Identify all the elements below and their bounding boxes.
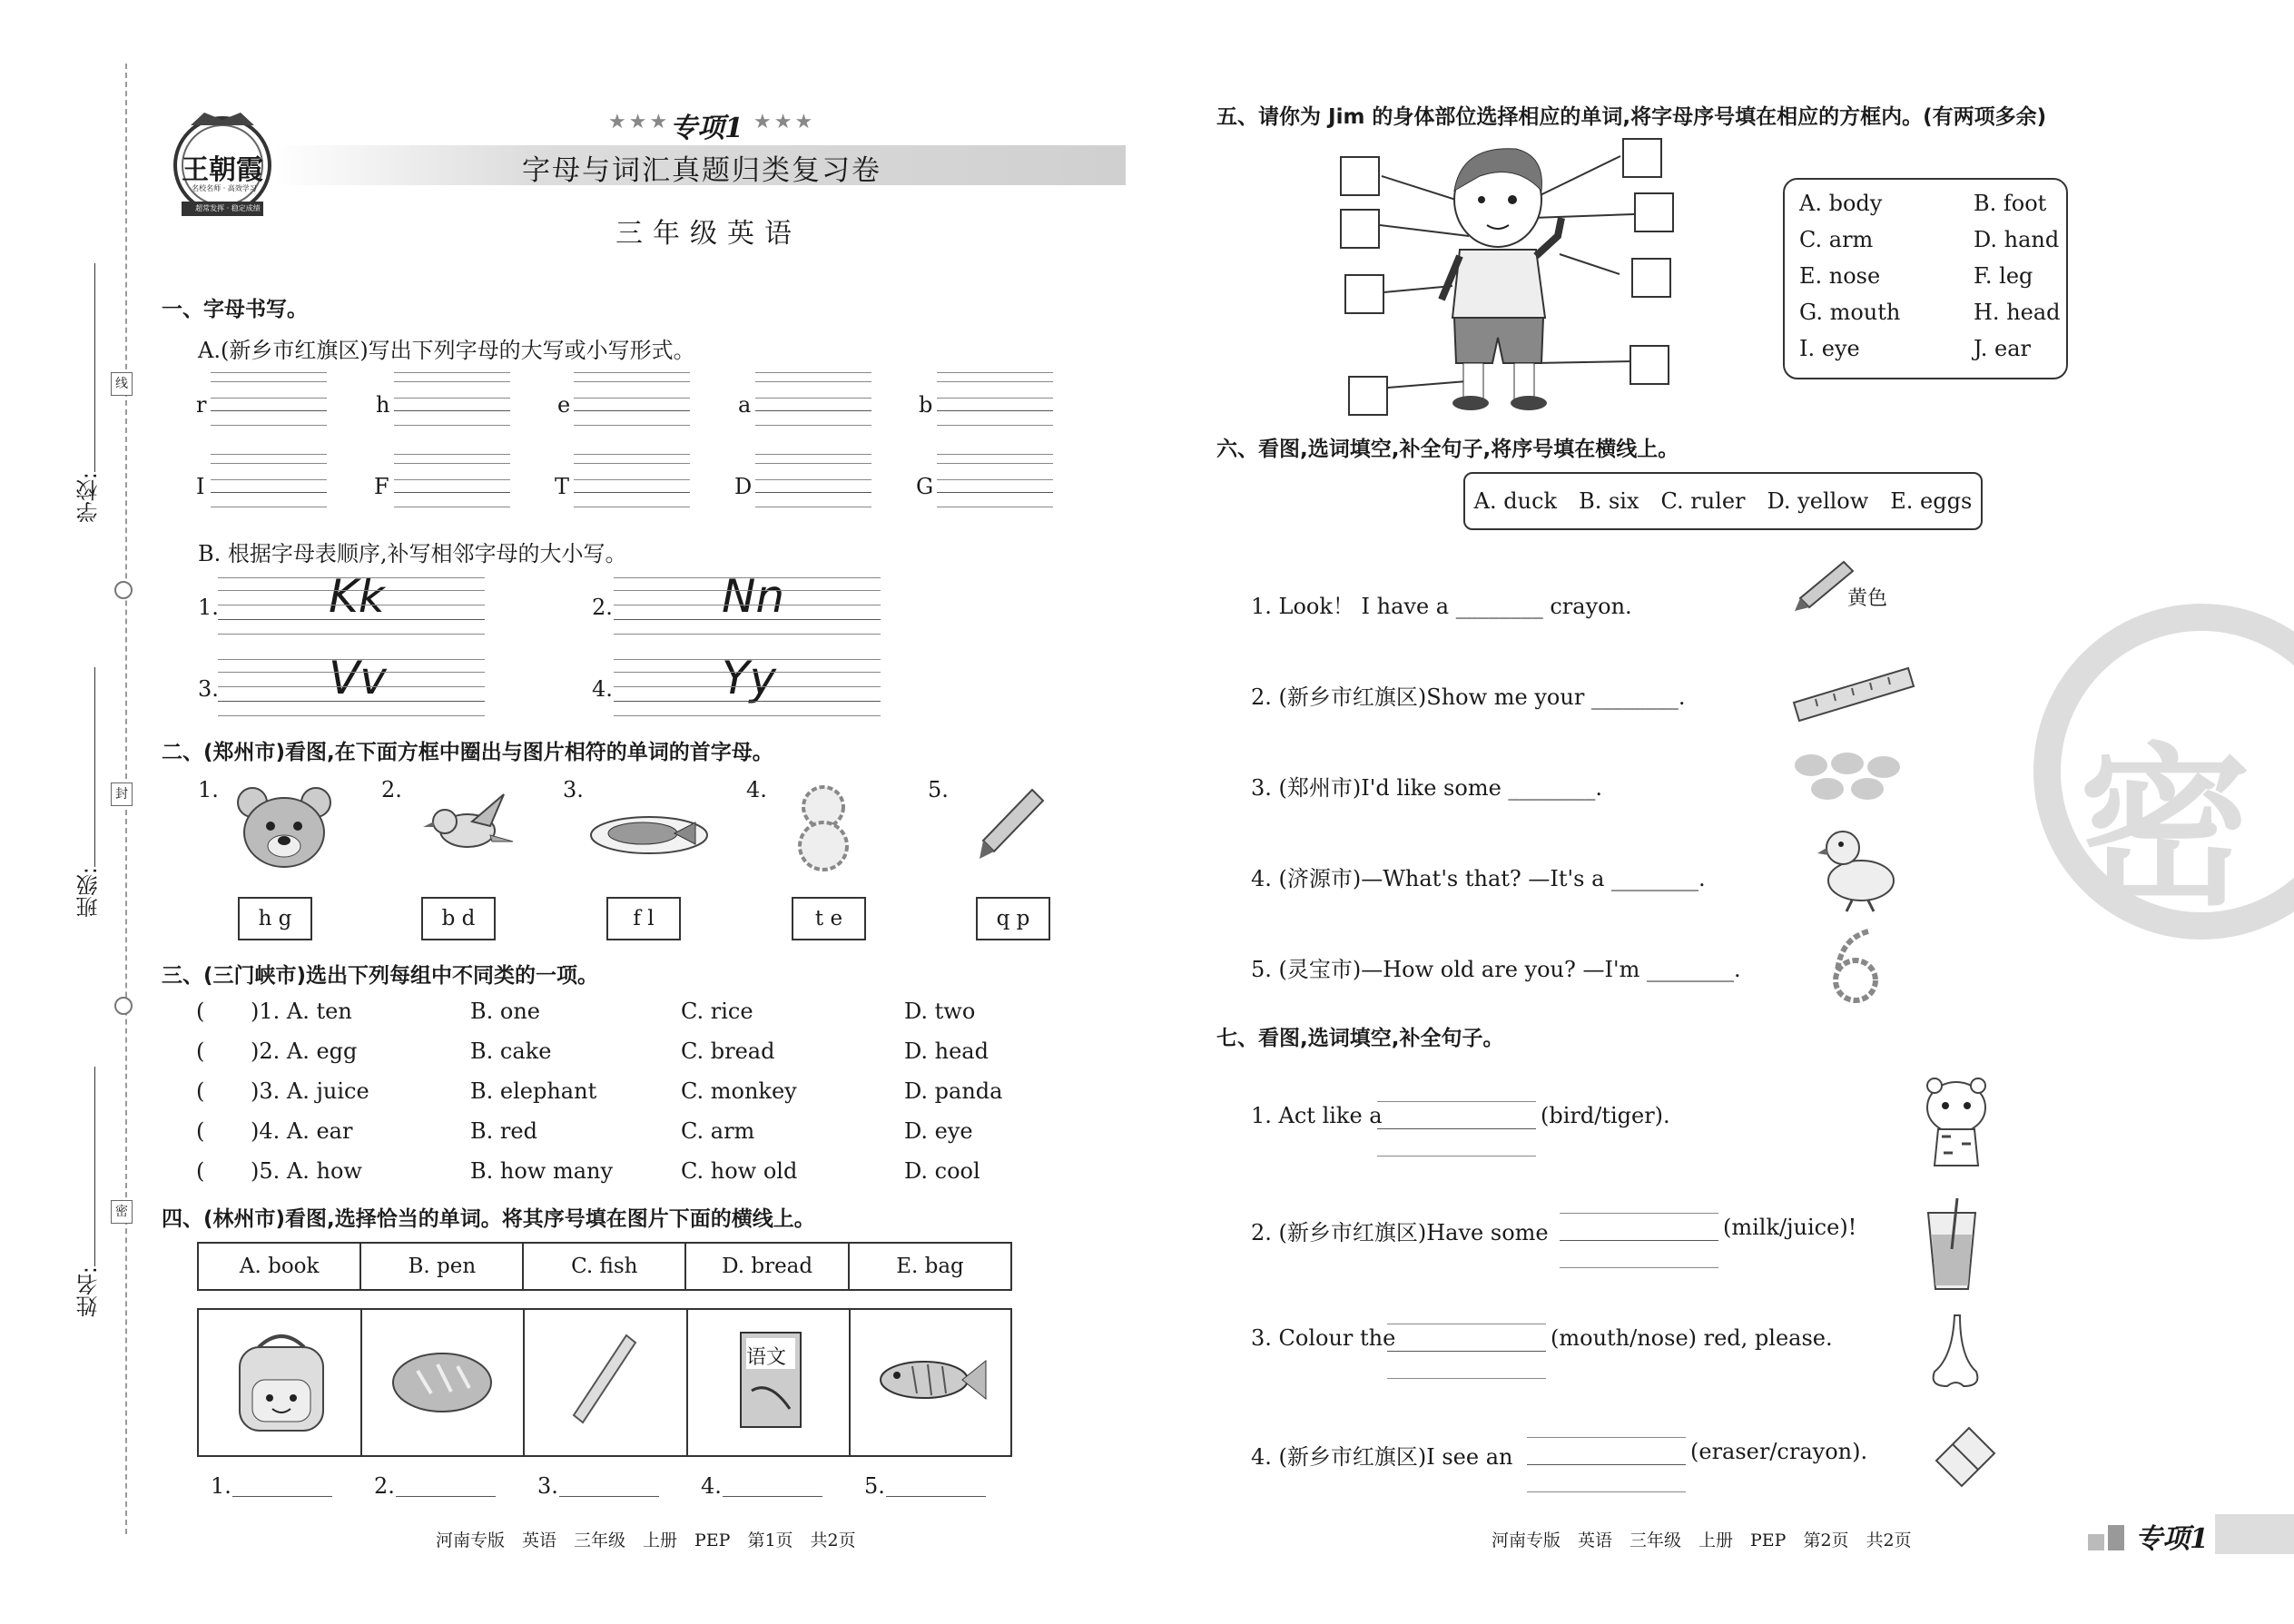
writing-line xyxy=(394,372,510,373)
answer-paren[interactable]: ( xyxy=(196,1158,205,1184)
writing-line[interactable] xyxy=(755,492,871,493)
section-2-title: 二、(郑州市)看图,在下面方框中圈出与图片相符的单词的首字母。 xyxy=(162,741,773,764)
letter-prompt: F xyxy=(374,474,389,499)
writing-line xyxy=(218,634,485,635)
item-number: 3. xyxy=(563,777,584,802)
number-six-icon xyxy=(1823,920,1886,1011)
juice-glass-icon xyxy=(1915,1195,1988,1294)
answer-box[interactable] xyxy=(1634,192,1674,232)
eggs-icon xyxy=(1793,749,1911,803)
writing-line xyxy=(574,381,690,382)
schoolbag-icon xyxy=(227,1327,336,1436)
option-c: C. arm xyxy=(681,1118,755,1144)
option-c: C. monkey xyxy=(681,1078,797,1104)
writing-line xyxy=(937,479,1053,480)
sentence: 4. (济源市)—What's that? —It's a ________. xyxy=(1251,866,1706,891)
crayon-color-label: 黄色 xyxy=(1847,587,1888,610)
writing-line xyxy=(394,425,510,426)
logo-tag1: 名校名师 · 高效学习 xyxy=(192,184,257,192)
class-label: 班级: xyxy=(76,867,102,919)
writing-line[interactable] xyxy=(1387,1351,1546,1352)
body-part-option: E. nose xyxy=(1799,263,1881,289)
word-options-box: A. duck B. six C. ruler D. yellow E. eggs xyxy=(1463,472,1983,530)
writing-line xyxy=(755,381,871,382)
item-number: 3. xyxy=(537,1473,558,1499)
writing-line xyxy=(1527,1491,1686,1492)
writing-line xyxy=(614,715,881,716)
option-a: )1. A. ten xyxy=(251,999,352,1024)
writing-line xyxy=(614,686,881,687)
writing-line xyxy=(755,398,871,399)
letter-prompt: D xyxy=(734,474,753,499)
writing-line xyxy=(218,715,485,716)
corner-band xyxy=(2215,1514,2294,1554)
handwriting-letter: Vv xyxy=(329,652,387,704)
word-option: C. fish xyxy=(523,1243,685,1290)
writing-line xyxy=(394,398,510,399)
answer-blank[interactable] xyxy=(232,1496,332,1497)
answer-blank[interactable] xyxy=(723,1496,822,1497)
item-number: 1. xyxy=(198,777,219,802)
section-4-title: 四、(林州市)看图,选择恰当的单词。将其序号填在图片下面的横线上。 xyxy=(162,1207,815,1231)
option-b: B. one xyxy=(470,999,541,1024)
page-subtitle: 三年级英语 xyxy=(615,218,802,250)
writing-line xyxy=(614,672,881,673)
writing-line[interactable] xyxy=(574,492,690,493)
writing-line xyxy=(755,372,871,373)
pen-icon xyxy=(976,782,1049,864)
writing-line[interactable] xyxy=(574,410,690,411)
option-c: C. bread xyxy=(681,1038,775,1064)
writing-line xyxy=(218,686,485,687)
writing-line xyxy=(574,479,690,480)
sentence-end: (milk/juice)! xyxy=(1723,1215,1857,1240)
item-number: 3. xyxy=(198,676,219,702)
writing-line xyxy=(1387,1378,1546,1379)
answer-blank[interactable] xyxy=(559,1496,659,1497)
writing-line xyxy=(574,398,690,399)
seal-stamp-char: 密 xyxy=(2079,728,2252,929)
word-option: B. pen xyxy=(360,1243,523,1290)
writing-line xyxy=(937,372,1053,373)
writing-line xyxy=(211,425,327,426)
writing-line[interactable] xyxy=(614,701,881,702)
banner-stars-left: ★★★ xyxy=(608,111,671,133)
sentence-end: (bird/tiger). xyxy=(1541,1103,1670,1128)
item-number: 4. xyxy=(592,676,613,702)
corner-topic-label: 专项1 xyxy=(2135,1523,2209,1555)
writing-line xyxy=(211,479,327,480)
corner-block-icon xyxy=(2108,1525,2124,1550)
sentence-end: (eraser/crayon). xyxy=(1690,1439,1868,1464)
letter-prompt: r xyxy=(196,392,207,418)
seal-mark-line: 线 xyxy=(111,372,133,396)
option-b: B. elephant xyxy=(470,1078,597,1104)
writing-line xyxy=(614,634,881,635)
writing-line xyxy=(394,454,510,455)
writing-line xyxy=(614,577,881,578)
writing-line[interactable] xyxy=(394,492,510,493)
writing-line xyxy=(218,672,485,673)
writing-line[interactable] xyxy=(937,410,1053,411)
item-number: 1. xyxy=(198,595,219,620)
option-a: )5. A. how xyxy=(251,1158,362,1184)
number-eight-icon xyxy=(792,782,855,873)
school-field[interactable] xyxy=(94,263,95,472)
body-part-option: B. foot xyxy=(1974,191,2047,216)
letter-prompt: e xyxy=(557,392,571,418)
letter-prompt: T xyxy=(555,474,570,499)
answer-blank[interactable] xyxy=(886,1496,986,1497)
bird-icon xyxy=(418,785,517,867)
divider xyxy=(849,1308,851,1457)
bear-icon xyxy=(234,782,334,873)
sentence: 3. (郑州市)I'd like some ________. xyxy=(1251,775,1603,801)
option-b: B. red xyxy=(470,1118,537,1144)
answer-paren[interactable]: ( xyxy=(196,1078,205,1104)
banner-stars-right: ★★★ xyxy=(753,111,816,133)
item-number: 2. xyxy=(381,777,402,802)
writing-line[interactable] xyxy=(211,492,327,493)
duck-icon xyxy=(1816,815,1902,915)
item-number: 2. xyxy=(592,595,613,620)
ruler-icon xyxy=(1790,663,1917,726)
section-3-title: 三、(三门峡市)选出下列每组中不同类的一项。 xyxy=(162,964,599,988)
answer-box[interactable] xyxy=(1340,209,1380,249)
writing-line xyxy=(614,590,881,591)
word-options-table xyxy=(197,1242,1012,1291)
writing-line[interactable] xyxy=(614,619,881,620)
writing-line xyxy=(1377,1101,1536,1102)
option-d: D. two xyxy=(904,999,976,1024)
writing-line xyxy=(937,381,1053,382)
word-option: D. bread xyxy=(685,1243,849,1290)
writing-line xyxy=(937,425,1053,426)
corner-block-icon xyxy=(2088,1534,2104,1550)
sentence-end: (mouth/nose) red, please. xyxy=(1551,1325,1833,1351)
letter-choice-box[interactable]: f l xyxy=(606,897,681,940)
writing-line xyxy=(755,463,871,464)
writing-line xyxy=(211,372,327,373)
writing-line xyxy=(211,381,327,382)
option-c: C. rice xyxy=(681,999,753,1024)
writing-line[interactable] xyxy=(218,619,485,620)
writing-line xyxy=(211,454,327,455)
word-option: E. bag xyxy=(849,1243,1011,1290)
option-d: D. eye xyxy=(904,1118,973,1144)
answer-box[interactable] xyxy=(1629,345,1669,385)
body-part-option: G. mouth xyxy=(1799,300,1901,325)
letter-prompt: h xyxy=(376,392,390,418)
sentence-start: 4. (新乡市红旗区)I see an xyxy=(1251,1444,1513,1470)
option-a: )3. A. juice xyxy=(251,1078,369,1104)
page-title: 字母与词汇真题归类复习卷 xyxy=(522,154,881,187)
writing-line xyxy=(211,398,327,399)
name-field[interactable] xyxy=(94,1067,95,1266)
punch-hole-icon xyxy=(114,581,133,599)
sentence: 2. (新乡市红旗区)Show me your ________. xyxy=(1251,684,1686,710)
section-1a-title: A.(新乡市红旗区)写出下列字母的大写或小写形式。 xyxy=(198,338,695,363)
option-d: D. head xyxy=(904,1038,989,1064)
name-label: 姓名: xyxy=(76,1266,102,1318)
sentence: 1. Look！ I have a ________ crayon. xyxy=(1251,594,1632,619)
answer-box[interactable] xyxy=(1348,376,1388,416)
writing-line xyxy=(394,463,510,464)
writing-line xyxy=(574,463,690,464)
fish-plate-icon xyxy=(588,808,711,858)
option-b: B. how many xyxy=(470,1158,614,1184)
writing-line xyxy=(218,577,485,578)
class-field[interactable] xyxy=(94,667,95,867)
answer-box[interactable] xyxy=(1622,138,1662,178)
divider xyxy=(523,1308,525,1457)
body-part-option: C. arm xyxy=(1799,227,1874,252)
body-part-option: I. eye xyxy=(1799,336,1860,361)
seal-mark-seal: 封 xyxy=(111,782,133,806)
writing-line xyxy=(755,479,871,480)
logo-tag2: 超常发挥 · 稳定成绩 xyxy=(195,204,261,212)
fish-icon xyxy=(871,1348,989,1412)
sentence-start: 1. Act like a xyxy=(1251,1103,1383,1128)
divider xyxy=(686,1308,688,1457)
sentence-start: 2. (新乡市红旗区)Have some xyxy=(1251,1220,1549,1245)
writing-line[interactable] xyxy=(218,701,485,702)
writing-line xyxy=(394,381,510,382)
handwriting-letter: Yy xyxy=(722,652,777,704)
writing-line xyxy=(211,463,327,464)
letter-choice-box[interactable]: t e xyxy=(792,897,866,940)
writing-line xyxy=(218,659,485,660)
letter-choice-box[interactable]: b d xyxy=(421,897,496,940)
word-option: A. book xyxy=(198,1243,360,1290)
writing-line xyxy=(1527,1437,1686,1438)
letter-choice-box[interactable]: h g xyxy=(238,897,312,940)
answer-box[interactable] xyxy=(1344,274,1384,314)
banner-topic: 专项1 xyxy=(670,113,743,144)
option-d: D. cool xyxy=(904,1158,980,1184)
writing-line xyxy=(1560,1213,1718,1214)
answer-paren[interactable]: ( xyxy=(196,1038,205,1064)
answer-box[interactable] xyxy=(1340,156,1380,196)
option-a: )4. A. ear xyxy=(251,1118,353,1144)
sentence: 5. (灵宝市)—How old are you? —I'm ________. xyxy=(1251,957,1741,982)
option-b: B. cake xyxy=(470,1038,552,1064)
writing-line xyxy=(614,659,881,660)
section-1b-title: B. 根据字母表顺序,补写相邻字母的大小写。 xyxy=(198,541,627,566)
divider xyxy=(360,1308,362,1457)
writing-line xyxy=(394,479,510,480)
book-cover-text: 语文 xyxy=(746,1346,787,1369)
item-number: 5. xyxy=(928,777,949,802)
writing-line xyxy=(755,425,871,426)
letter-prompt: G xyxy=(916,474,934,499)
writing-line xyxy=(574,425,690,426)
section-6-title: 六、看图,选词填空,补全句子,将序号填在横线上。 xyxy=(1216,438,1679,461)
letter-prompt: b xyxy=(919,392,933,418)
logo-name: 王朝霞 xyxy=(182,154,263,186)
writing-line[interactable] xyxy=(394,410,510,411)
option-c: C. how old xyxy=(681,1158,798,1184)
writing-line xyxy=(1560,1267,1718,1268)
body-part-option: D. hand xyxy=(1974,227,2060,252)
body-part-option: A. body xyxy=(1799,191,1883,216)
sentence-start: 3. Colour the xyxy=(1251,1325,1396,1351)
writing-line xyxy=(574,372,690,373)
nose-icon xyxy=(1920,1312,1993,1393)
handwriting-letter: Nn xyxy=(722,570,785,623)
handwriting-letter: Kk xyxy=(329,570,385,623)
writing-line xyxy=(574,454,690,455)
writing-line[interactable] xyxy=(755,410,871,411)
section-7-title: 七、看图,选词填空,补全句子。 xyxy=(1216,1027,1504,1050)
item-number: 5. xyxy=(864,1473,885,1499)
writing-line[interactable] xyxy=(1527,1464,1686,1465)
writing-line xyxy=(937,454,1053,455)
section-5-title: 五、请你为 Jim 的身体部位选择相应的单词,将字母序号填在相应的方框内。(有两项多余) xyxy=(1216,105,2047,129)
section-1-title: 一、字母书写。 xyxy=(162,298,308,321)
school-label: 学校: xyxy=(76,472,102,524)
writing-line[interactable] xyxy=(1560,1240,1718,1241)
writing-line xyxy=(937,463,1053,464)
body-part-option: J. ear xyxy=(1974,336,2031,361)
letter-prompt: I xyxy=(196,474,205,499)
body-part-option: F. leg xyxy=(1974,263,2033,289)
page-footer: 河南专版 英语 三年级 上册 PEP 第1页 共2页 xyxy=(436,1530,856,1550)
punch-hole-icon xyxy=(114,997,133,1015)
item-number: 4. xyxy=(701,1473,722,1499)
writing-line xyxy=(937,398,1053,399)
answer-blank[interactable] xyxy=(396,1496,496,1497)
item-number: 4. xyxy=(746,777,767,802)
tiger-icon xyxy=(1911,1071,2002,1176)
body-part-option: H. head xyxy=(1974,300,2061,325)
bread-icon xyxy=(390,1348,495,1416)
writing-line[interactable] xyxy=(937,492,1053,493)
answer-paren[interactable]: ( xyxy=(196,999,205,1024)
writing-line xyxy=(218,590,485,591)
eraser-icon xyxy=(1929,1421,2002,1493)
item-number: 2. xyxy=(374,1473,395,1499)
seal-mark-secret: 密 xyxy=(111,1200,133,1224)
option-d: D. panda xyxy=(904,1078,1003,1104)
answer-box[interactable] xyxy=(1631,258,1671,298)
writing-line[interactable] xyxy=(211,410,327,411)
writing-line[interactable] xyxy=(1377,1128,1536,1129)
letter-choice-box[interactable]: q p xyxy=(976,897,1050,940)
option-a: )2. A. egg xyxy=(251,1038,358,1064)
letter-prompt: a xyxy=(738,392,752,418)
item-number: 1. xyxy=(211,1473,231,1499)
pen-icon xyxy=(563,1330,649,1430)
answer-paren[interactable]: ( xyxy=(196,1118,205,1144)
writing-line xyxy=(755,454,871,455)
page-footer: 河南专版 英语 三年级 上册 PEP 第2页 共2页 xyxy=(1492,1530,1912,1550)
